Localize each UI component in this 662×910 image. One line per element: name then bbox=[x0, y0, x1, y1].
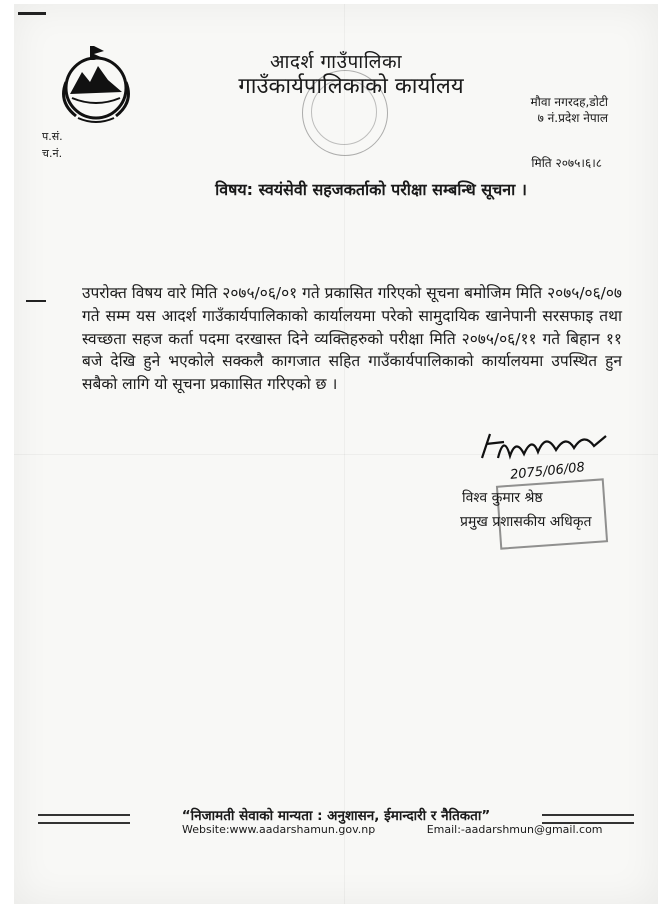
email-text: Email:-aadarshmun@gmail.com bbox=[426, 823, 603, 836]
scan-speck bbox=[18, 12, 46, 15]
chalani-number-label: च.नं. bbox=[42, 147, 63, 160]
website-text: Website:www.aadarshamun.gov.np bbox=[182, 823, 376, 836]
footer-motto: “निजामती सेवाको मान्यता : अनुशासन, ईमान्दारी र नैतिकता” bbox=[181, 808, 491, 824]
scan-speck bbox=[26, 300, 46, 302]
office-address bbox=[531, 94, 608, 126]
patra-sankhya-label: प.सं. bbox=[42, 130, 63, 143]
letter-subject: विषय: स्वयंसेवी सहजकर्ताको परीक्षा सम्बन्धि सूचना । bbox=[215, 180, 527, 199]
signatory-title: प्रमुख प्रशासकीय अधिकृत bbox=[460, 514, 592, 530]
handwritten-signature bbox=[476, 428, 616, 468]
office-name: गाउँकार्यपालिकाको कार्यालय bbox=[238, 74, 464, 99]
address-line: मौवा नगरदह,डोटी bbox=[530, 95, 608, 109]
reference-numbers bbox=[42, 128, 63, 162]
address-line: ७ नं.प्रदेश नेपाल bbox=[537, 111, 608, 125]
footer-contact bbox=[182, 823, 603, 836]
signature-date: 2075/06/08 bbox=[509, 460, 586, 483]
letter-page bbox=[14, 4, 658, 904]
signatory-name: विश्व कुमार श्रेष्ठ bbox=[462, 490, 543, 506]
municipality-name: आदर्श गाउँपालिका bbox=[269, 51, 403, 73]
letter-body: उपरोक्त विषय वारे मिति २०७५/०६/०१ गते प्रकासित गरिएको सूचना बमोजिम मिति २०७५/०६/०७ गते सम्म यस आदर्श गाउँकार्यपालिकाको कार्यालयमा परेको सामुदायिक खानेपानी सरसफाइ तथा स्वच्छता सहज कर्ता पदमा दरखास्त दिने व्यक्तिहरुको परीक्षा मिति २०७५/०६/११ गते बिहान ११ बजे देखि हुने भएकोले सक्कलै कागजात सहित गाउँकार्यपालिकाको कार्यालयमा उपस्थित हुन सबैको लागि यो सूचना प्रकाासित गरिएको छ । bbox=[82, 284, 622, 394]
letter-date: मिति २०७५।६।८ bbox=[531, 156, 602, 170]
